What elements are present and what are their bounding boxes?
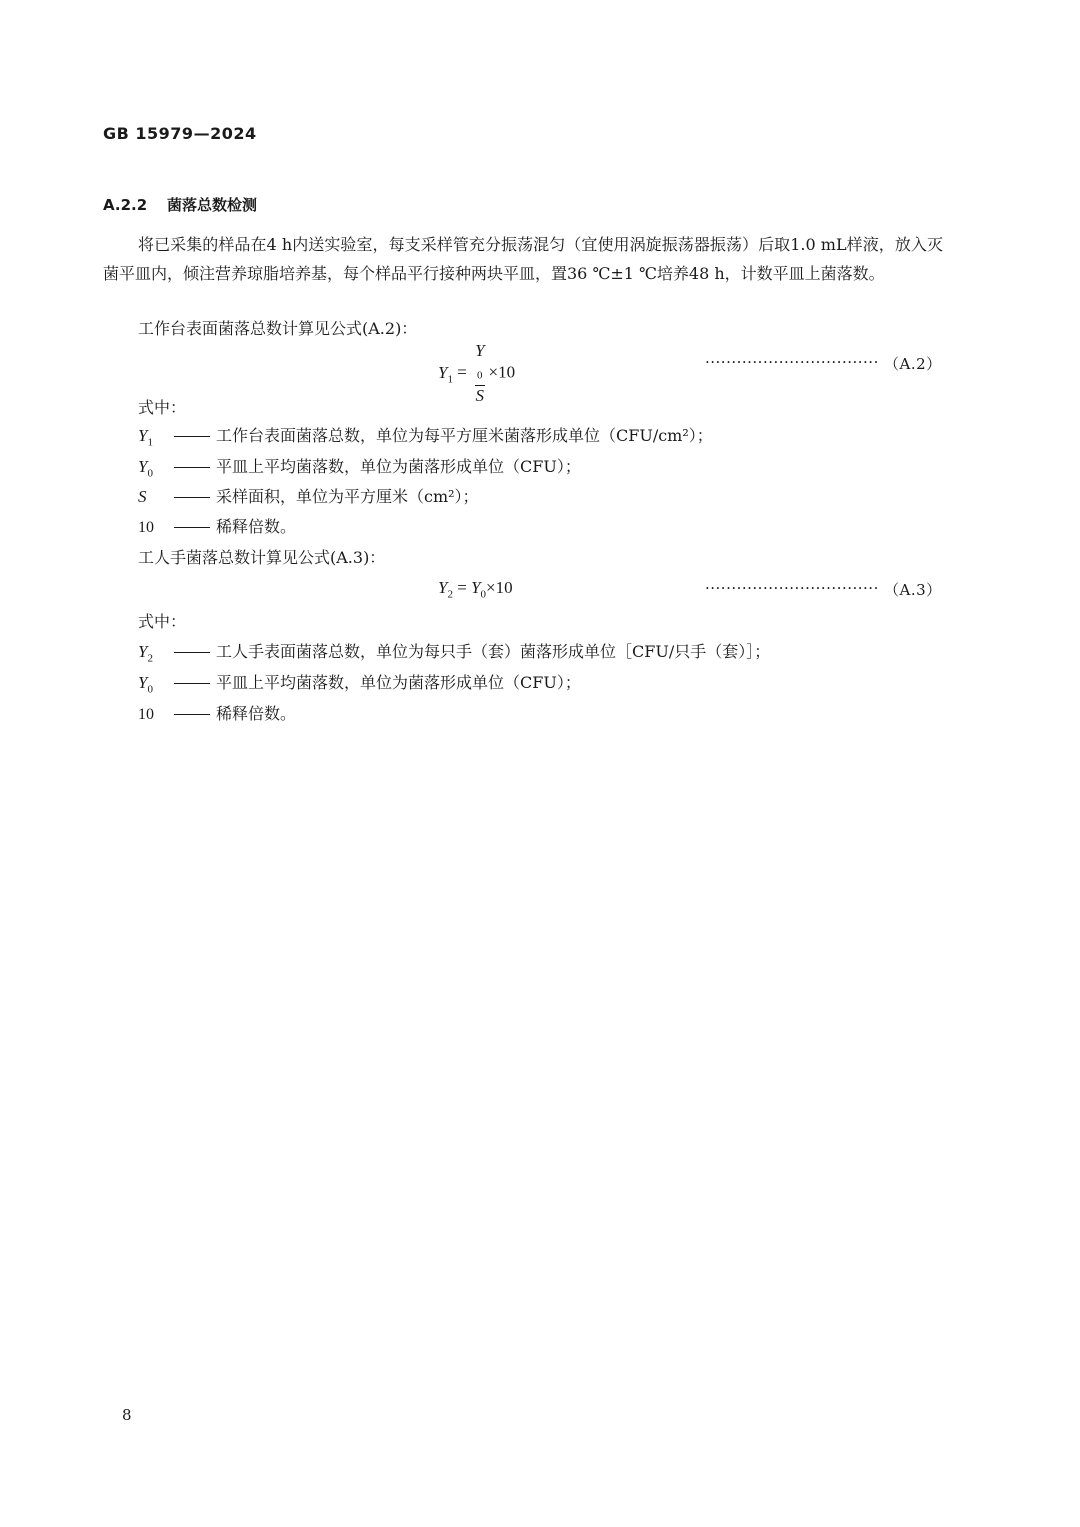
definition-symbol (138, 457, 174, 479)
formula-a3-lhs-symbol: Y (438, 578, 448, 597)
symbol-letter: Y (138, 426, 148, 445)
formula-a3-leader-dots: ································· (705, 579, 879, 597)
em-dash (174, 436, 210, 437)
definition-symbol (138, 673, 174, 695)
definition-text: 稀释倍数。 (216, 704, 297, 723)
section-heading (103, 194, 257, 215)
paragraph-text: 将已采集的样品在4 h内送实验室，每支采样管充分振荡混匀（宜使用涡旋振荡器振荡）后取1.0 mL样液，放入灭菌平皿内，倾注营养琼脂培养基，每个样品平行接种两块平皿，置36 ℃±1 ℃培养48 h，计数平皿上菌落数。 (103, 235, 943, 283)
body-paragraph (103, 230, 943, 288)
formula-a2-equals: = (457, 362, 467, 382)
definition-row (138, 514, 296, 537)
definition-symbol: 10 (138, 706, 154, 723)
formula-a3-rhs-subscript: 0 (480, 588, 487, 601)
definition-text: 工作台表面菌落总数，单位为每平方厘米菌落形成单位（CFU/cm²）； (216, 426, 713, 445)
formula-a3-intro: 工人手菌落总数计算见公式(A.3)： (138, 548, 386, 567)
formula-a2-intro: 工作台表面菌落总数计算见公式(A.2)： (138, 319, 418, 338)
em-dash (174, 683, 210, 684)
formula-a3 (438, 578, 513, 600)
formula-a2-denominator: S (475, 386, 485, 406)
symbol-letter: Y (138, 642, 148, 661)
symbol-subscript: 0 (147, 467, 153, 480)
formula-a3-lhs-subscript: 2 (447, 588, 453, 601)
page-number: 8 (122, 1406, 132, 1424)
em-dash (174, 652, 210, 653)
formula-a2-fraction (475, 342, 484, 405)
definition-row (138, 670, 581, 695)
formula-a2-multiplier: ×10 (488, 362, 516, 382)
definition-symbol: 10 (138, 519, 154, 536)
formula-a2-leader-dots: ································· (705, 353, 879, 371)
definition-row (138, 701, 296, 724)
em-dash (174, 497, 210, 498)
formula-a2-numerator-subscript: 0 (477, 369, 483, 382)
definition-text: 工人手表面菌落总数，单位为每只手（套）菌落形成单位［CFU/只手（套）］； (216, 642, 771, 661)
formula-a3-equals: = (452, 578, 472, 597)
symbol-letter: Y (138, 673, 148, 692)
em-dash (174, 467, 210, 468)
symbol-subscript: 2 (147, 652, 153, 665)
formula-a2-numerator (475, 342, 484, 384)
formula-a2-number: （A.2） (884, 355, 942, 373)
definition-text: 平皿上平均菌落数，单位为菌落形成单位（CFU）； (216, 457, 581, 476)
em-dash (174, 527, 210, 528)
symbol-subscript: 1 (147, 436, 153, 449)
symbol-letter: Y (138, 457, 148, 476)
definition-row (138, 639, 770, 664)
definition-text: 稀释倍数。 (216, 517, 297, 536)
definition-row (138, 484, 479, 507)
formula-a2-numerator-symbol: Y (475, 341, 485, 360)
standard-number: GB 15979—2024 (103, 124, 257, 143)
definition-row (138, 454, 581, 479)
formula-a3-multiplier: ×10 (486, 578, 513, 597)
definition-symbol (138, 487, 174, 507)
symbol-letter: S (138, 487, 147, 506)
formula-a2-lhs-subscript: 1 (447, 373, 453, 385)
em-dash (174, 714, 210, 715)
formula-a2 (438, 342, 515, 405)
definition-row (138, 423, 713, 448)
formula-a3-rhs-symbol: Y (471, 578, 481, 597)
definition-text: 采样面积，单位为平方厘米（cm²）； (216, 487, 479, 506)
formula-a3-where: 式中： (138, 612, 187, 631)
formula-a2-lhs (438, 362, 453, 385)
section-number: A.2.2 (103, 196, 148, 214)
definition-symbol (138, 642, 174, 664)
formula-a2-where: 式中： (138, 398, 187, 417)
formula-a2-lhs-symbol: Y (438, 362, 448, 382)
definition-symbol (138, 426, 174, 448)
formula-a3-number: （A.3） (884, 581, 942, 599)
symbol-subscript: 0 (147, 683, 153, 696)
section-title: 菌落总数检测 (167, 196, 258, 214)
definition-text: 平皿上平均菌落数，单位为菌落形成单位（CFU）； (216, 673, 581, 692)
